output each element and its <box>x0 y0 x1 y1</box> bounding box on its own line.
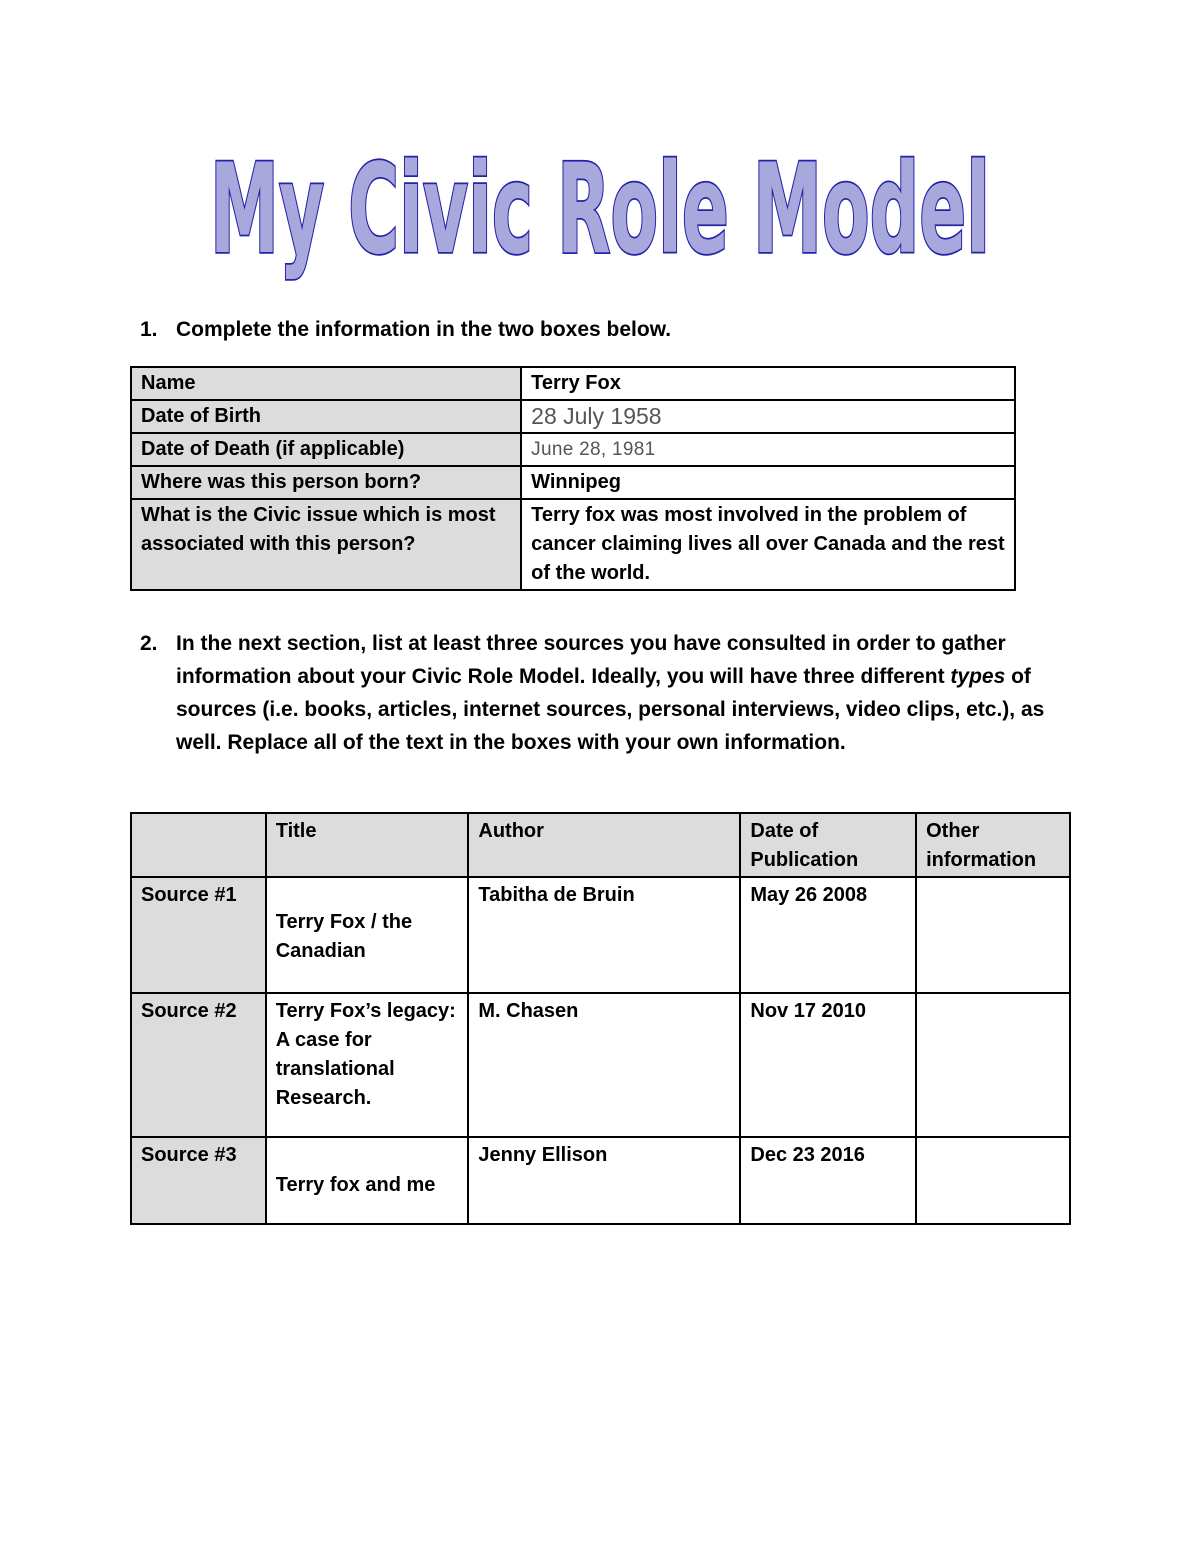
source-3-date[interactable]: Dec 23 2016 <box>740 1137 916 1224</box>
header-date: Date of Publication <box>740 813 916 877</box>
header-corner <box>131 813 266 877</box>
source-1-other[interactable] <box>916 877 1070 993</box>
question-2-number: 2. <box>140 632 158 655</box>
source-2-title[interactable]: Terry Fox’s legacy: A case for translational Research. <box>266 993 469 1137</box>
issue-label: What is the Civic issue which is most associated with this person? <box>131 499 521 590</box>
birthplace-label: Where was this person born? <box>131 466 521 499</box>
birthplace-value[interactable]: Winnipeg <box>521 466 1015 499</box>
source-3-other[interactable] <box>916 1137 1070 1224</box>
info-row-death <box>131 433 1015 466</box>
source-2-label: Source #2 <box>131 993 266 1137</box>
source-1-label: Source #1 <box>131 877 266 993</box>
source-1-author[interactable]: Tabitha de Bruin <box>468 877 740 993</box>
source-2-date[interactable]: Nov 17 2010 <box>740 993 916 1137</box>
birth-value[interactable]: 28 July 1958 <box>521 400 1015 433</box>
page-title <box>200 128 1000 298</box>
question-1-number: 1. <box>140 318 158 341</box>
info-row-name <box>131 367 1015 400</box>
name-value[interactable]: Terry Fox <box>521 367 1015 400</box>
title-wordart <box>200 128 1000 298</box>
header-author: Author <box>468 813 740 877</box>
issue-value[interactable]: Terry fox was most involved in the problem of cancer claiming lives all over Canada and the rest of the world. <box>521 499 1015 590</box>
death-value[interactable]: June 28, 1981 <box>521 433 1015 466</box>
death-label: Date of Death (if applicable) <box>131 433 521 466</box>
question-1-text: Complete the information in the two boxes below. <box>176 318 672 341</box>
source-3-label: Source #3 <box>131 1137 266 1224</box>
source-2-author[interactable]: M. Chasen <box>468 993 740 1137</box>
header-title: Title <box>266 813 469 877</box>
question-2-text <box>176 627 1056 759</box>
birth-label: Date of Birth <box>131 400 521 433</box>
info-table <box>130 366 1016 591</box>
sources-table <box>130 812 1071 1225</box>
info-row-birth <box>131 400 1015 433</box>
sources-header-row <box>131 813 1070 877</box>
source-row-2 <box>131 993 1070 1137</box>
info-row-birthplace <box>131 466 1015 499</box>
question-2-text-end: of sources (i.e. books, articles, internet sources, personal interviews, video clips, etc.), as well. Replace all of the text in the boxes with your own information. <box>176 665 1045 754</box>
header-other: Other information <box>916 813 1070 877</box>
source-1-title[interactable]: Terry Fox / the Canadian <box>266 877 469 993</box>
name-label: Name <box>131 367 521 400</box>
info-row-issue <box>131 499 1015 590</box>
source-row-1 <box>131 877 1070 993</box>
question-2-text-start: In the next section, list at least three sources you have consulted in order to gather information about your Civic Role Model. Ideally, you will have three different <box>176 632 1006 688</box>
source-1-date[interactable]: May 26 2008 <box>740 877 916 993</box>
source-row-3 <box>131 1137 1070 1224</box>
source-3-author[interactable]: Jenny Ellison <box>468 1137 740 1224</box>
question-2-text-italic: types <box>950 665 1006 688</box>
source-3-title[interactable]: Terry fox and me <box>266 1137 469 1224</box>
source-2-other[interactable] <box>916 993 1070 1137</box>
title-text: My Civic Role Model <box>210 138 990 282</box>
